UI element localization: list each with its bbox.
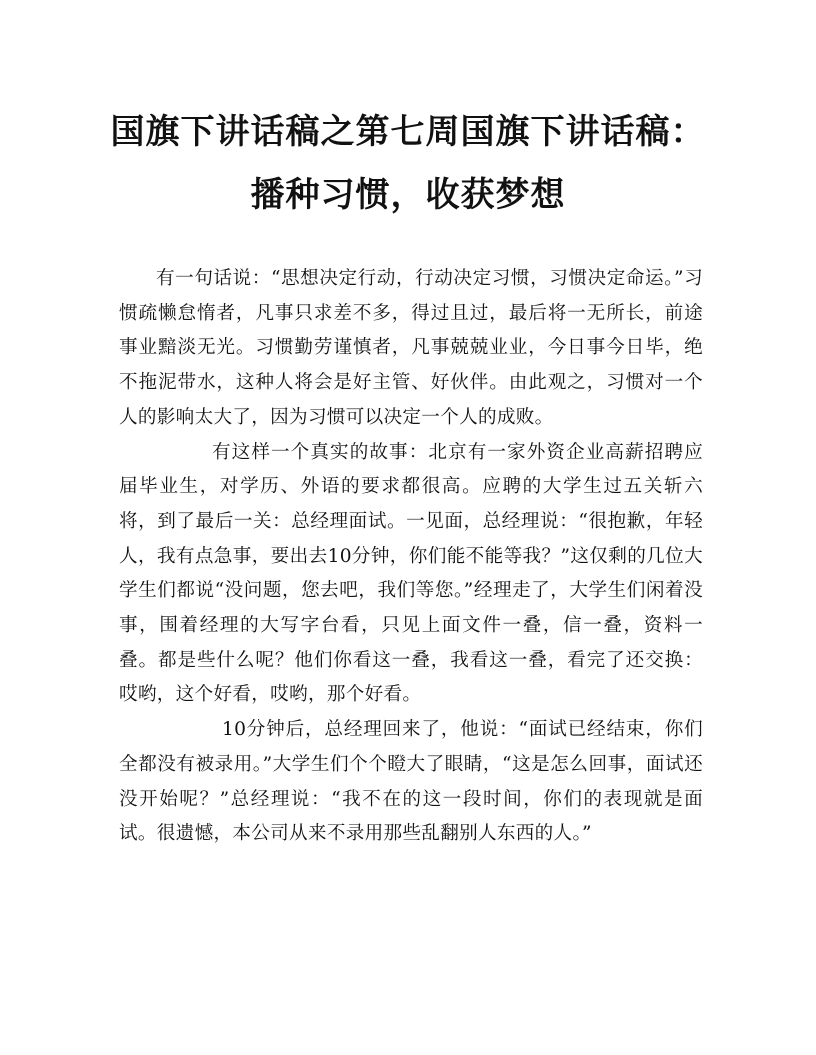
paragraph-3: 10分钟后，总经理回来了，他说：“面试已经结束，你们全都没有被录用。”大学生们个个瞪大了眼睛，“这是怎么回事，面试还没开始呢？”总经理说：“我不在的这一段时间，你们的表现就是面试。很遗憾，本公司从来不录用那些乱翻别人东西的人。” bbox=[119, 719, 703, 845]
document-title-line-2: 播种习惯，收获梦想 bbox=[250, 175, 566, 215]
document-title-line-1: 国旗下讲话稿之第七周国旗下讲话稿： bbox=[110, 112, 706, 152]
document-body bbox=[119, 262, 703, 852]
paragraph-1: 有一句话说：“思想决定行动，行动决定习惯，习惯决定命运。”习惯疏懒怠惰者，凡事只求差不多，得过且过，最后将一无所长，前途事业黯淡无光。习惯勤劳谨慎者，凡事兢兢业业，今日事今日毕，绝不拖泥带水，这种人将会是好主管、好伙伴。由此观之，习惯对一个人的影响太大了，因为习惯可以决定一个人的成败。 bbox=[119, 268, 703, 428]
paragraph-2: 有这样一个真实的故事：北京有一家外资企业高薪招聘应届毕业生，对学历、外语的要求都很高。应聘的大学生过五关斩六将，到了最后一关：总经理面试。一见面，总经理说：“很抱歉，年轻人，我有点急事，要出去10分钟，你们能不能等我？”这仅剩的几位大学生们都说“没问题，您去吧，我们等您。”经理走了，大学生们闲着没事，围着经理的大写字台看，只见上面文件一叠，信一叠，资料一叠。都是些什么呢？他们你看这一叠，我看这一叠，看完了还交换：哎哟，这个好看，哎哟，那个好看。 bbox=[119, 441, 703, 706]
